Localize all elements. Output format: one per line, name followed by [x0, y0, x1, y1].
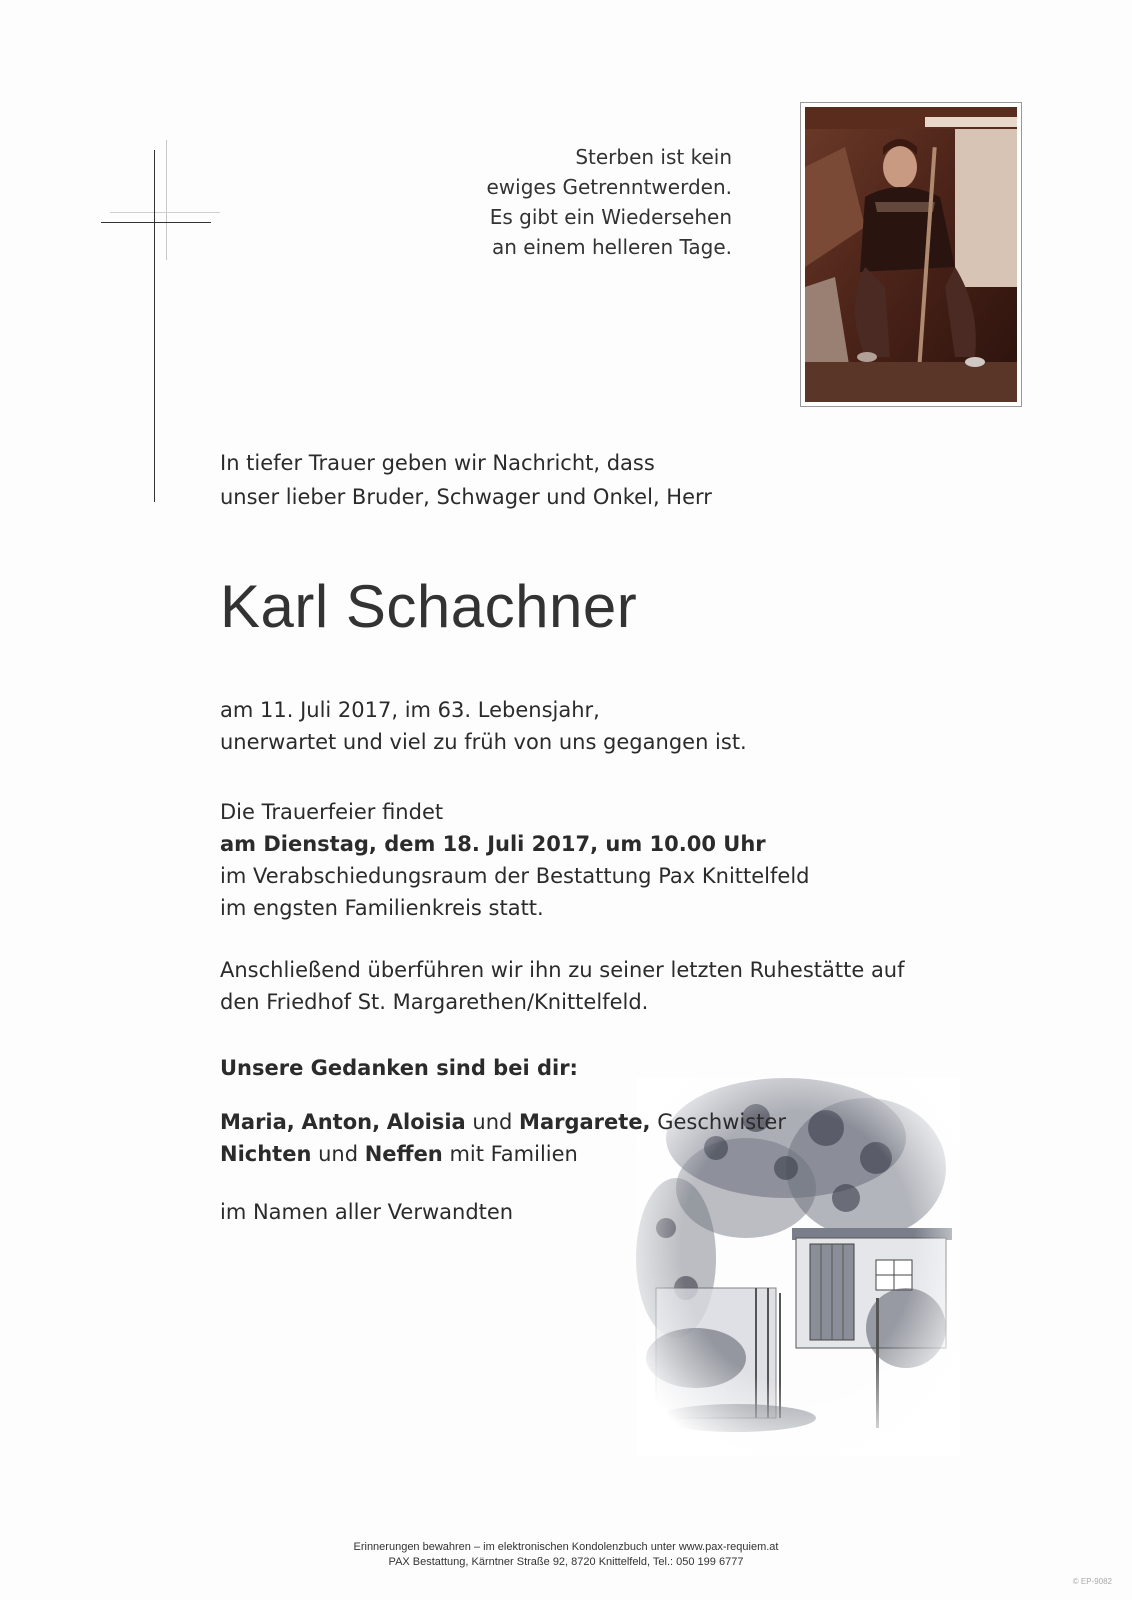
closing-section [220, 1196, 980, 1228]
portrait-photo [800, 102, 1022, 407]
quote-line: ewiges Getrenntwerden. [486, 175, 732, 199]
mourners-row [220, 1106, 980, 1138]
conjunction: und [318, 1142, 359, 1166]
footer-line: Erinnerungen bewahren – im elektronischen Kondolenzbuch unter www.pax-requiem.at [353, 1541, 779, 1553]
portrait-image [805, 107, 1017, 402]
cross-icon-vertical [154, 150, 155, 502]
footer-line: PAX Bestattung, Kärntner Straße 92, 8720 Knittelfeld, Tel.: 050 199 6777 [388, 1556, 744, 1568]
mourner-name: Margarete, [519, 1110, 651, 1134]
conjunction: und [472, 1110, 513, 1134]
mourners-row [220, 1138, 980, 1170]
mourner-name: Maria, [220, 1110, 295, 1134]
ceremony-line: im engsten Familienkreis statt. [220, 896, 544, 920]
deceased-name: Karl Schachner [220, 573, 638, 640]
mourner-name: Anton, [301, 1110, 381, 1134]
death-line: unerwartet und viel zu früh von uns gegangen ist. [220, 730, 747, 754]
mourner-name: Nichten [220, 1142, 312, 1166]
mourner-name: Aloisia [386, 1110, 466, 1134]
closing-line: im Namen aller Verwandten [220, 1200, 514, 1224]
cross-shadow-vertical [166, 140, 167, 260]
ceremony-details [220, 796, 980, 924]
memorial-quote [432, 142, 732, 262]
mourners-heading: Unsere Gedanken sind bei dir: [220, 1056, 578, 1080]
burial-details [220, 954, 980, 1018]
quote-line: Es gibt ein Wiedersehen [489, 205, 732, 229]
quote-line: an einem helleren Tage. [491, 235, 732, 259]
relationship: Geschwister [657, 1110, 786, 1134]
footer [0, 1540, 1132, 1570]
ceremony-date: am Dienstag, dem 18. Juli 2017, um 10.00 Uhr [220, 832, 766, 856]
cross-shadow-horizontal [110, 212, 220, 213]
announcement-intro [220, 446, 920, 514]
ceremony-line: Die Trauerfeier findet [220, 800, 444, 824]
burial-line: Anschließend überführen wir ihn zu seiner letzten Ruhestätte auf [220, 958, 905, 982]
ceremony-line: im Verabschiedungsraum der Bestattung Pax Knittelfeld [220, 864, 810, 888]
intro-line: In tiefer Trauer geben wir Nachricht, dass [220, 451, 655, 475]
death-line: am 11. Juli 2017, im 63. Lebensjahr, [220, 698, 600, 722]
mourners-list [220, 1106, 980, 1170]
document-code: © EP-9082 [1072, 1577, 1112, 1586]
death-details [220, 694, 980, 758]
mourners-section [220, 1052, 980, 1084]
intro-line: unser lieber Bruder, Schwager und Onkel, Herr [220, 485, 712, 509]
relationship: mit Familien [449, 1142, 578, 1166]
mourner-name: Neffen [364, 1142, 443, 1166]
quote-line: Sterben ist kein [575, 145, 732, 169]
cross-icon-horizontal [101, 222, 211, 223]
burial-line: den Friedhof St. Margarethen/Knittelfeld. [220, 990, 649, 1014]
